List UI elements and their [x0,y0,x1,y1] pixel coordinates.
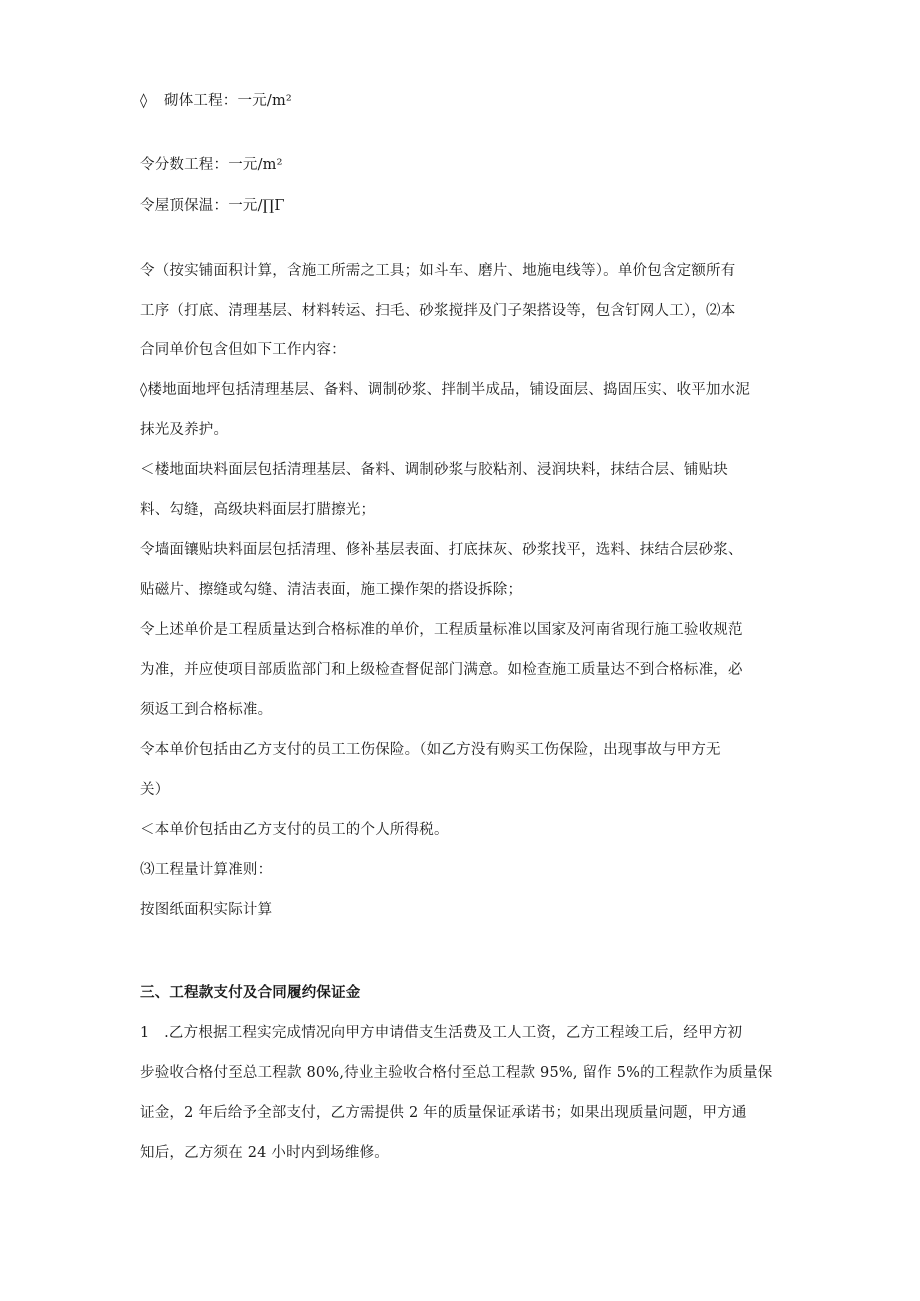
masonry-item [140,91,292,111]
work-item-line: 令本单价包括由乙方支付的员工工伤保险。（如乙方没有购买工伤保险，出现事故与甲方无 [140,742,721,758]
measurement-rule-title: ⑶工程量计算准则： [140,862,273,878]
work-item-line: 料、勾缝，高级块料面层打腊擦光； [140,502,376,518]
scope-note-line: 令（按实铺面积计算，含施工所需之工具；如斗车、磨片、地施电线等）。单价包含定额所有 [140,263,736,279]
work-item-line: ＜本单价包括由乙方支付的员工的个人所得税。 [140,822,449,838]
work-item-line: 为准，并应使项目部质监部门和上级检查督促部门满意。如检查施工质量达不到合格标准，必 [140,662,743,678]
payment-line: 证金，2 年后给予全部支付，乙方需提供 2 年的质量保证承诺书；如果出现质量问题，甲方通 [140,1105,747,1121]
diamond-bullet-icon: ◊ [140,93,148,109]
payment-line: 1 .乙方根据工程实完成情况向甲方申请借支生活费及工人工资，乙方工程竣工后，经甲方初 [140,1025,743,1041]
work-item-line: 贴磁片、擦缝或勾缝、清洁表面，施工操作架的搭设拆除； [140,582,523,598]
partition-item: 令分数工程：一元/m² [140,157,283,173]
scope-note-line: 合同单价包含但如下工作内容： [140,342,346,358]
work-item-line: 抹光及养护。 [140,422,229,438]
roof-insulation-item: 令屋顶保温：一元/∏Γ [140,198,285,214]
work-item-line: ＜楼地面块料面层包括清理基层、备料、调制砂浆与胶粘剂、浸润块料，抹结合层、铺贴块 [140,462,728,478]
payment-line: 知后，乙方须在 24 小时内到场维修。 [140,1145,389,1161]
work-item-line: ◊楼地面地坪包括清理基层、备料、调制砂浆、拌制半成品，铺设面层、捣固压实、收平加水泥 [140,382,751,398]
section-3-heading: 三、工程款支付及合同履约保证金 [140,985,361,1001]
scope-note-line: 工序（打底、清理基层、材料转运、扫毛、砂浆搅拌及门子架搭设等，包含钉网人工），⑵本 [140,303,736,319]
payment-line: 步验收合格付至总工程款 80%,待业主验收合格付至总工程款 95%, 留作 5%的工程款作为质量保 [140,1065,773,1081]
masonry-text: 砌体工程：一元/m² [164,93,292,109]
work-item-line: 关） [140,782,170,798]
work-item-line: 须返工到合格标准。 [140,702,273,718]
work-item-line: 令墙面镶贴块料面层包括清理、修补基层表面、打底抹灰、砂浆找平，选料、抹结合层砂浆、 [140,542,743,558]
measurement-rule: 按图纸面积实际计算 [140,902,273,918]
work-item-line: 令上述单价是工程质量达到合格标准的单价，工程质量标准以国家及河南省现行施工验收规范 [140,622,743,638]
